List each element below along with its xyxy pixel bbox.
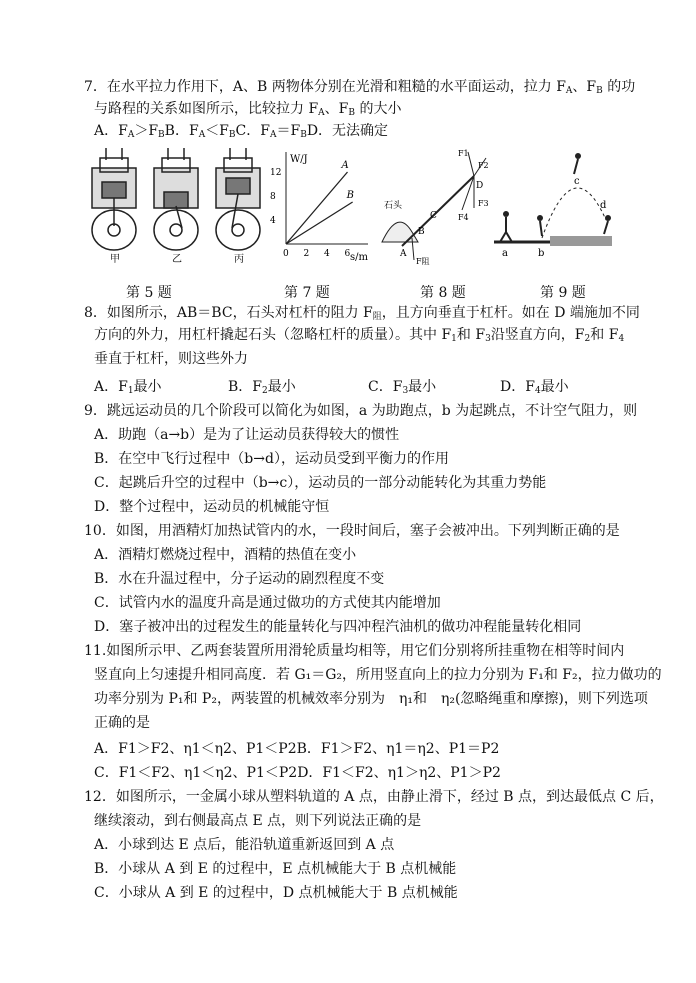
q9-option-a: A．助跑（a→b）是为了让运动员获得较大的惯性	[94, 427, 400, 443]
y-tick-label: 12	[270, 168, 282, 178]
F3-label: F3	[478, 199, 489, 208]
F2-label: F2	[478, 161, 489, 170]
x-tick-label: 6	[344, 249, 351, 259]
x-tick-label: 4	[324, 249, 330, 259]
Fr-label: F阻	[416, 257, 430, 266]
q10-option-a: A．酒精灯燃烧过程中，酒精的热值在变小	[94, 547, 357, 563]
q11-line1: 11.如图所示甲、乙两套装置所用滑轮质量均相等，用它们分别将所挂重物在相等时间内	[84, 643, 625, 659]
sand-pit	[550, 236, 612, 246]
x-tick-label: 0	[283, 249, 289, 259]
q9-option-b: B．在空中飞行过程中（b→d），运动员受到平衡力的作用	[94, 451, 449, 467]
stone-shape	[382, 222, 418, 242]
q9-option-d: D．整个过程中，运动员的机械能守恒	[94, 499, 330, 515]
q10-option-c: C．试管内水的温度升高是通过做功的方式使其内能增加	[94, 595, 441, 611]
x-axis-label: s/m	[350, 252, 368, 263]
jump-point-b: b	[538, 248, 545, 259]
q9-stem: 9．跳远运动员的几个阶段可以简化为如图，a 为助跑点，b 为起跳点，不计空气阻力，则	[84, 403, 638, 419]
point-B: B	[418, 227, 425, 237]
q8-option-a: A．$F_1$最小	[94, 379, 162, 396]
point-A: A	[400, 249, 407, 259]
caption-q7: 第 7 题	[284, 285, 330, 301]
q8-line1: 8．如图所示，AB＝BC，石头对杠杆的阻力 $F_阻$，且方向垂直于杠杆。如在 D 端施加不同	[84, 305, 640, 322]
q11-line2: 竖直向上匀速提升相同高度．若 G₁＝G₂，所用竖直向上的拉力分别为 F₁和 F₂，拉力做功的	[94, 667, 662, 683]
y-tick-label: 4	[270, 216, 276, 226]
y-tick-label: 8	[270, 192, 276, 202]
engine-label-bing: 丙	[234, 254, 244, 265]
caption-q8: 第 8 题	[420, 285, 466, 301]
engine-strokes-figure	[84, 148, 264, 266]
q7-options: A．$F_A>F_BB$．$F_A<F_BC$．$F_A=F_BD$．无法确定	[94, 123, 389, 140]
caption-q9: 第 9 题	[540, 285, 586, 301]
q10-stem: 10．如图，用酒精灯加热试管内的水，一段时间后，塞子会被冲出。下列判断正确的是	[84, 523, 620, 539]
q12-option-b: B．小球从 A 到 E 的过程中，E 点机械能大于 B 点机械能	[94, 861, 457, 877]
jump-point-c: c	[574, 176, 580, 187]
series-label-B: B	[346, 190, 354, 201]
q8-option-b: B．$F_2$最小	[228, 379, 296, 396]
q10-option-b: B．水在升温过程中，分子运动的剧烈程度不变	[94, 571, 385, 587]
q8-option-c: C．$F_3$最小	[368, 379, 437, 396]
q8-line3: 垂直于杠杆，则这些外力	[94, 351, 248, 367]
engine-label-yi: 乙	[172, 254, 182, 265]
F4-label: F4	[458, 213, 469, 222]
work-distance-chart	[268, 148, 376, 266]
F1-label: F1	[458, 149, 469, 158]
long-jump-figure	[494, 148, 612, 266]
q10-option-d: D．塞子被冲出的过程发生的能量转化与四冲程汽油机的做功冲程能量转化相同	[94, 619, 582, 635]
q9-option-c: C．起跳后升空的过程中（b→c），运动员的一部分动能转化为其重力势能	[94, 475, 547, 491]
series-line-A	[286, 172, 348, 244]
q7-line1: 7．在水平拉力作用下，A、B 两物体分别在光滑和粗糙的水平面运动，拉力 $F_A$、$F_B$ 的功	[84, 79, 636, 96]
caption-q5: 第 5 题	[126, 285, 172, 301]
lever-figure	[378, 148, 490, 266]
q12-line2: 继续滚动，到右侧最高点 E 点，则下列说法正确的是	[94, 813, 422, 829]
point-D: D	[476, 181, 484, 191]
point-C: C	[430, 211, 437, 221]
engine-label-jia: 甲	[110, 254, 120, 265]
q8-option-d: D．$F_4$最小	[500, 379, 569, 396]
q11-options-ab: A．F1＞F2、η1＜η2、P1＜P2B．F1＞F2、η1＝η2、P1＝P2	[94, 741, 500, 757]
q8-line2: 方向的外力，用杠杆撬起石头（忽略杠杆的质量）。其中 $F_1$和 $F_3$沿竖直方向，$F_2$和 $F_4$	[94, 327, 625, 344]
q12-line1: 12．如图所示，一金属小球从塑料轨道的 A 点，由静止滑下，经过 B 点，到达最低点 C 后，	[84, 789, 664, 805]
series-label-A: A	[341, 160, 349, 171]
jump-point-a: a	[502, 248, 508, 259]
series-line-B	[286, 202, 353, 244]
q12-option-a: A．小球到达 E 点后，能沿轨道重新返回到 A 点	[94, 837, 395, 853]
q12-option-c: C．小球从 A 到 E 的过程中，D 点机械能大于 B 点机械能	[94, 885, 458, 901]
jump-arc	[542, 188, 606, 238]
lever-bar	[402, 176, 474, 246]
q11-line4: 正确的是	[94, 715, 150, 731]
y-axis-label: W/J	[290, 154, 308, 165]
stone-label: 石头	[384, 201, 403, 211]
F1-arrow	[468, 152, 474, 176]
q7-line2: 与路程的关系如图所示，比较拉力 $F_A$、$F_B$ 的大小	[94, 101, 402, 118]
q11-options-cd: C．F1＜F2、η1＜η2、P1＜P2D．F1＜F2、η1＞η2、P1＞P2	[94, 765, 501, 781]
jump-point-d: d	[600, 200, 607, 211]
q11-line3: 功率分别为 P₁和 P₂，两装置的机械效率分别为 η₁和 η₂(忽略绳重和摩擦)，则下列选项	[94, 691, 648, 707]
x-tick-label: 2	[303, 249, 310, 259]
